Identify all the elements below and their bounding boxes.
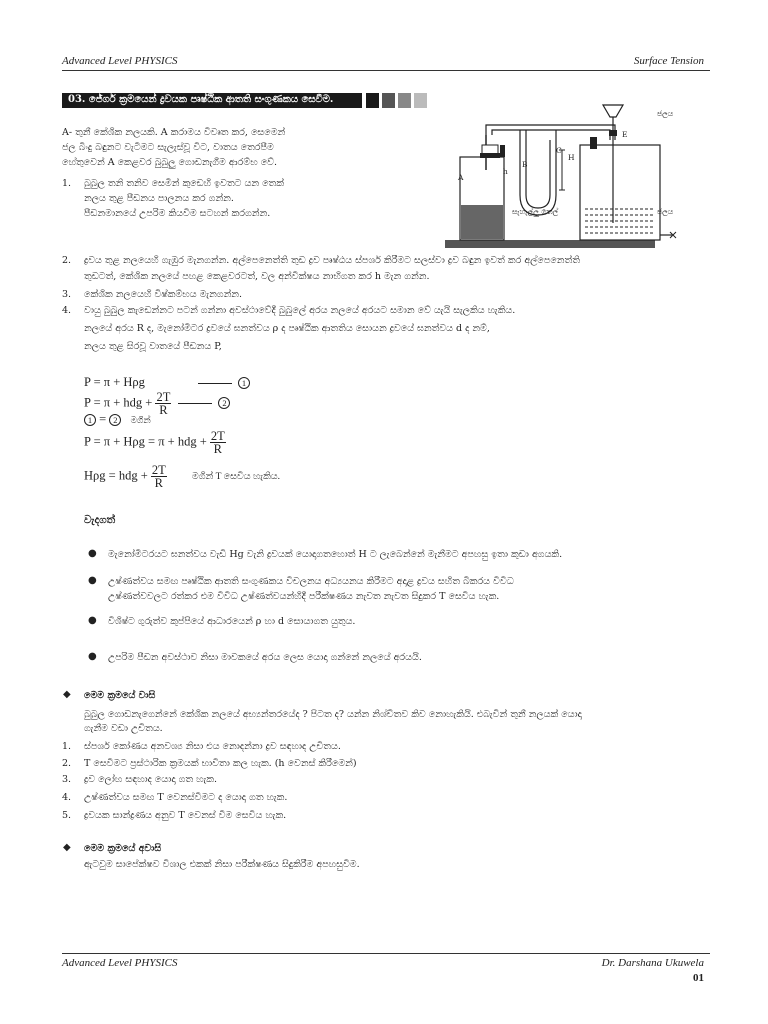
intro-line: ජල බිංදු බඳුනට වැටීමට සැලැස්වූ විට, වාතය තෙරපීම bbox=[62, 142, 274, 153]
intro-line: හේතුවෙන් A කෙළවර බුබුලු ගොඩනැගීම ආරම්භ වේ. bbox=[62, 157, 278, 168]
bullet-dot: ● bbox=[88, 575, 97, 586]
important-title: වැදගත් bbox=[84, 514, 116, 526]
step-number: 2. bbox=[62, 255, 72, 266]
equation-1 bbox=[84, 375, 250, 390]
equation-2-number: 2 bbox=[218, 397, 230, 409]
equation-4-denominator: R bbox=[213, 442, 222, 456]
step-line: පීඩනමානයේ උපරිම කියවීම සටහන් කරගන්න. bbox=[84, 208, 271, 219]
step-line: කේශික නලයෙහි විෂ්කම්භය මැනගන්න. bbox=[84, 289, 243, 300]
footer-left: Advanced Level PHYSICS bbox=[62, 957, 178, 969]
header-right: Surface Tension bbox=[633, 55, 704, 67]
section-banner: 03. ජේගර් ක්‍රමයෙන් ද්‍රවයක පෘෂ්ඨික ආතති සංගුණකය සෙවීම. bbox=[62, 93, 362, 108]
advantage-item: ස්පර්ශ කෝණය අනවශ්‍ය නිසා එය නොදන්නා ද්‍රව සඳහාද උචිතය. bbox=[84, 741, 341, 752]
equation-5-numerator: 2T bbox=[151, 463, 166, 477]
important-line: උෂ්ණත්වවලට රත්කර එම විවිධ උෂ්ණත්වයන්හිදී පරීක්ෂණය නැවත නැවත සිදුකර T සෙවිය හැක. bbox=[108, 591, 500, 602]
disadvantages-title: මෙම ක්‍රමයේ අවාසි bbox=[84, 843, 162, 854]
equation-1-text: P = π + Hρg bbox=[84, 375, 145, 389]
equation-2-numerator: 2T bbox=[156, 390, 171, 404]
important-line: මැනෝමීටරයට ඝනත්වය වැඩි Hg වැනි ද්‍රවයක් යොදාගතහොත් H ට ලැබෙන්නේ මැනීමට අපහසු ඉතා කුඩා අගයකි. bbox=[108, 549, 563, 560]
diamond-bullet-icon: ◆ bbox=[63, 689, 71, 700]
advantage-number: 3. bbox=[62, 774, 72, 785]
diamond-bullet-icon: ◆ bbox=[63, 842, 71, 853]
step-line: ද්‍රවය තුළ නලයෙහි ගැඹුර මැනගන්න. අල්පෙනෙත්ති තුඩ ද්‍රව පෘෂ්ඨය ස්පර්ශ කිරීමට සලස්වා ද්‍රව බඳුන ඉවත් කර අල්පෙනෙත්ති bbox=[84, 255, 580, 266]
equation-3-text: මගින් bbox=[130, 415, 151, 425]
label-light-oil: සැහැල්ලු තෙල් bbox=[512, 207, 559, 216]
advantages-intro: බුබුල ගොඩනැගෙන්නේ කේශික නලයේ අභ්‍යන්තරයේද ? පිටත ද? යන්න නිශ්චිතව කිව නොහැකියි. එබැවින් තුනී නලයක් යොදා bbox=[84, 709, 582, 720]
advantage-item: ද්‍රවයක සාන්ද්‍රණය අනුව T වෙනස් වීම සෙවිය හැක. bbox=[84, 810, 287, 821]
equation-4-numerator: 2T bbox=[210, 429, 225, 443]
advantage-number: 4. bbox=[62, 792, 72, 803]
equation-3-equals: = bbox=[99, 412, 107, 426]
disadvantages-text: ඇටවුම සාපේක්ෂව විශාල එකක් නිසා පරීක්ෂණය සිදුකිරීම අපහසුවීම. bbox=[84, 859, 360, 870]
equation-5-note: මගින් T සෙවිය හැකිය. bbox=[191, 472, 280, 483]
banner-square bbox=[366, 93, 379, 108]
step-line: වායු බුබුල කැඩෙන්නට පටන් ගන්නා අවස්ථාවේදී බුබුලේ අරය නලයේ අරයට සමාන වේ යැයි සැලකිය හැකිය. bbox=[84, 305, 516, 316]
step-number: 1. bbox=[62, 178, 72, 189]
header-rule bbox=[62, 70, 710, 71]
step-line: නලය තුළ සිරවූ වාතයේ පීඩනය P, bbox=[84, 341, 222, 352]
label-water-top: ජලය bbox=[657, 109, 674, 118]
equation-3-ref-b: 2 bbox=[109, 414, 121, 426]
equation-5 bbox=[84, 464, 280, 489]
label-E: E bbox=[622, 130, 628, 139]
step-number: 4. bbox=[62, 305, 72, 316]
label-A: A bbox=[458, 173, 464, 182]
advantage-number: 5. bbox=[62, 810, 72, 821]
label-H: H bbox=[568, 153, 575, 162]
header-left: Advanced Level PHYSICS bbox=[62, 55, 178, 67]
banner-square bbox=[382, 93, 395, 108]
step-line: තුඩටත්, කේශික නලයේ පහළ කෙළවරටත්, වල අන්වීක්ෂය නාභිගත කර h මැන ගන්න. bbox=[84, 271, 430, 282]
bullet-dot: ● bbox=[88, 651, 97, 662]
step-number: 3. bbox=[62, 289, 72, 300]
equation-3-ref-a: 1 bbox=[84, 414, 96, 426]
advantages-title: මෙම ක්‍රමයේ වාසි bbox=[84, 690, 156, 701]
page-number: 01 bbox=[693, 972, 704, 984]
step-line: නලයේ අරය R ද, මැනෝමීටර ද්‍රවයේ ඝනත්වය ρ ද පෘෂ්ඨික ආතතිය සොයන ද්‍රවයේ ඝනත්වය d ද නම්, bbox=[84, 323, 490, 334]
equation-5-text: Hρg = hdg + bbox=[84, 468, 148, 483]
advantage-item: උෂ්ණත්වය සමඟ T වෙනස්වීමට ද යොදා ගත හැක. bbox=[84, 792, 288, 803]
footer-right: Dr. Darshana Ukuwela bbox=[601, 957, 704, 969]
equation-4 bbox=[84, 430, 226, 455]
banner-square bbox=[414, 93, 427, 108]
equation-5-denominator: R bbox=[154, 476, 163, 490]
advantage-number: 1. bbox=[62, 741, 72, 752]
footer-rule bbox=[62, 953, 710, 954]
important-line: උපරිම පීඩන අවස්ථාව නිසා මාවකයේ අරය ලෙස යොදා ගන්නේ නලයේ අරයයි. bbox=[108, 652, 422, 663]
important-line: විශිෂ්ට ගුරුත්ව කුප්පියේ ආධාරයෙන් ρ හා d සොයාගත යුතුය. bbox=[108, 616, 356, 627]
step-line: බුබුල තනි තනිව සෙමින් කුඩෙහි ඉවතට යන තෙක් bbox=[84, 178, 284, 189]
intro-line: A- තුනී කේශික නලයකි. A කරාමය විවෘත කර, සෙමෙන් bbox=[62, 127, 286, 138]
label-C: C bbox=[556, 146, 562, 155]
equation-2-denominator: R bbox=[159, 403, 168, 417]
equation-2-text: P = π + hdg + bbox=[84, 395, 153, 410]
important-line: උෂ්ණත්වය සමඟ පෘෂ්ඨික ආතති සංගුණකය විචලනය අධ්‍යයනය කිරීමට අදාළ ද්‍රවය සහිත බීකරය විවිධ bbox=[108, 576, 514, 587]
label-B: B bbox=[522, 160, 528, 169]
label-water-bottom: ජලය bbox=[657, 207, 674, 216]
jaeger-apparatus-diagram bbox=[440, 95, 710, 255]
advantage-item: ද්‍රව ලෝහ සඳහාද යොදා ගත හැක. bbox=[84, 774, 217, 785]
label-h: h bbox=[503, 167, 508, 176]
step-line: නලය තුළ පීඩනය පාලනය කර ගන්න. bbox=[84, 193, 234, 204]
bullet-dot: ● bbox=[88, 548, 97, 559]
advantages-intro: ගැනීම වඩා උචිතය. bbox=[84, 723, 163, 734]
advantage-number: 2. bbox=[62, 758, 72, 769]
equation-3 bbox=[84, 412, 151, 427]
advantage-item: T සෙවීමට ප්‍රස්ථාරික ක්‍රමයක් භාවිතා කල හැක. (h වෙනස් කිරීමෙන්) bbox=[84, 758, 357, 769]
equation-1-number: 1 bbox=[238, 377, 250, 389]
bullet-dot: ● bbox=[88, 615, 97, 626]
equation-4-text: P = π + Hρg = π + hdg + bbox=[84, 434, 207, 449]
banner-square bbox=[398, 93, 411, 108]
